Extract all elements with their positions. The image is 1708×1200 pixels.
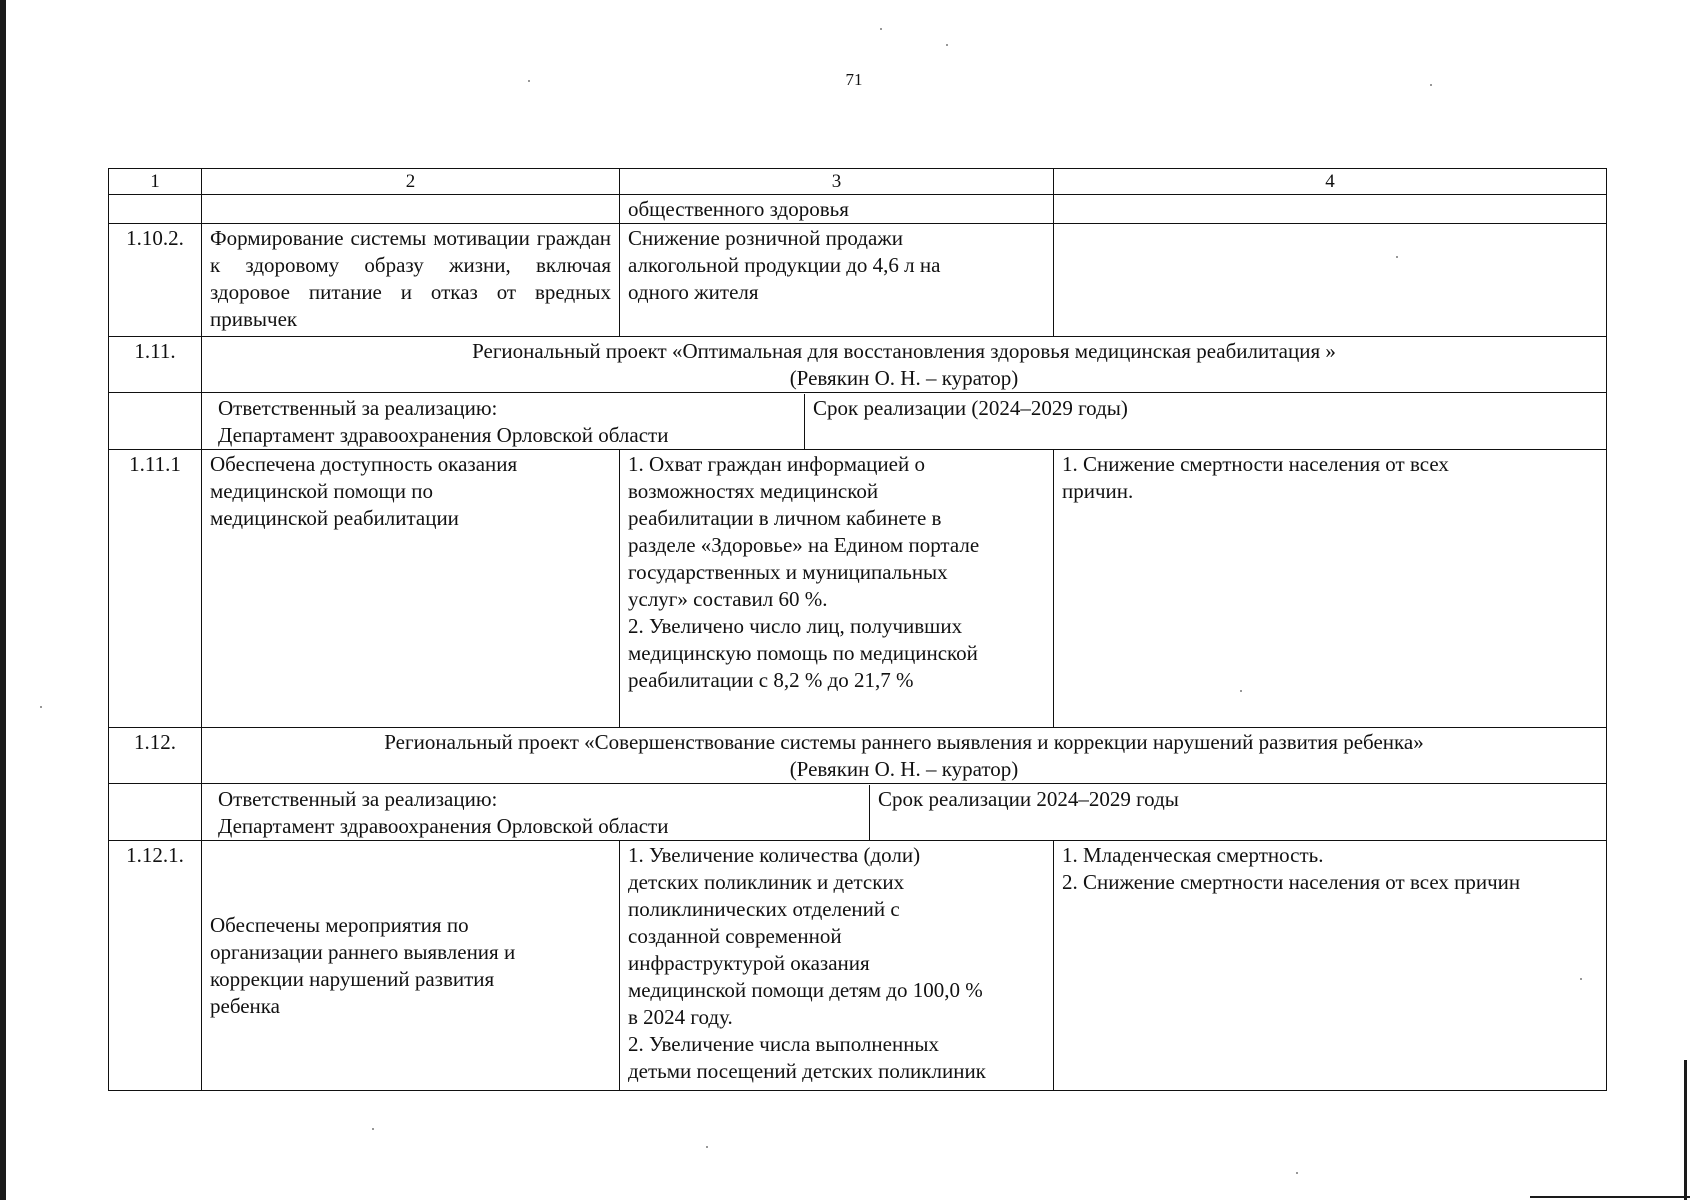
result-line: 1. Охват граждан информацией о: [628, 452, 925, 476]
project-heading-cell: [202, 728, 1607, 784]
result-line: алкогольной продукции до 4,6 л на: [628, 253, 941, 277]
row-number: 1.11.1: [109, 450, 202, 728]
measures-table: [108, 168, 1607, 1091]
empty-num-cell: [109, 393, 202, 450]
result-cell: [620, 841, 1054, 1091]
indicator-line: 1. Снижение смертности населения от всех: [1062, 452, 1449, 476]
responsible-label: Ответственный за реализацию:: [218, 396, 498, 420]
project-title: Региональный проект «Совершенствование системы раннего выявления и коррекции нарушений развития ребенка»: [384, 730, 1424, 754]
table-row: [109, 450, 1607, 728]
result-line: 1. Увеличение количества (доли): [628, 843, 921, 867]
column-header-1: 1: [109, 169, 202, 195]
project-row: [109, 728, 1607, 784]
table-row: [109, 224, 1607, 337]
result-line: 2. Увеличение числа выполненных: [628, 1032, 940, 1056]
continuation-result-cell: общественного здоровья: [620, 195, 1054, 224]
scan-edge-right: [1684, 1060, 1687, 1200]
scan-speck: [946, 44, 948, 46]
project-meta-cell: [202, 784, 1607, 841]
continuation-task-cell: [202, 195, 620, 224]
result-line: созданной современной: [628, 924, 842, 948]
result-line: инфраструктурой оказания: [628, 951, 870, 975]
task-line: коррекции нарушений развития: [210, 967, 495, 991]
result-line: в 2024 году.: [628, 1005, 733, 1029]
project-heading-cell: [202, 337, 1607, 393]
header-row: [109, 169, 1607, 195]
result-line: детьми посещений детских поликлиник: [628, 1059, 986, 1083]
empty-num-cell: [109, 784, 202, 841]
result-cell: [620, 450, 1054, 728]
project-meta-row: [109, 784, 1607, 841]
responsible-label: Ответственный за реализацию:: [218, 787, 498, 811]
responsible-org: Департамент здравоохранения Орловской области: [218, 423, 669, 447]
result-line: детских поликлиник и детских: [628, 870, 905, 894]
project-title: Региональный проект «Оптимальная для восстановления здоровья медицинская реабилитация »: [472, 339, 1336, 363]
responsible-org: Департамент здравоохранения Орловской области: [218, 814, 669, 838]
result-line: разделе «Здоровье» на Едином портале: [628, 533, 980, 557]
result-line: государственных и муниципальных: [628, 560, 948, 584]
task-line: медицинской реабилитации: [210, 506, 459, 530]
row-number: 1.12.1.: [109, 841, 202, 1091]
result-line: Снижение розничной продажи: [628, 226, 904, 250]
term-block: [870, 785, 1598, 840]
page-number: 71: [845, 70, 863, 89]
project-curator: (Ревякин О. Н. – куратор): [789, 757, 1019, 781]
scan-speck: [40, 706, 42, 708]
result-line: медицинскую помощь по медицинской: [628, 641, 978, 665]
indicator-cell: [1054, 224, 1607, 337]
project-curator: (Ревякин О. Н. – куратор): [789, 366, 1019, 390]
task-line: ребенка: [210, 994, 280, 1018]
indicator-line: 2. Снижение смертности населения от всех причин: [1062, 870, 1521, 894]
table-row: [109, 841, 1607, 1091]
project-row: [109, 337, 1607, 393]
result-line: возможностях медицинской: [628, 479, 879, 503]
row-number: 1.11.: [109, 337, 202, 393]
result-line: реабилитации с 8,2 % до 21,7 %: [628, 668, 914, 692]
responsible-block: [210, 394, 805, 449]
column-header-2: 2: [202, 169, 620, 195]
implementation-term: Срок реализации (2024–2029 годы): [813, 396, 1128, 420]
task-line: Обеспечены мероприятия по: [210, 913, 469, 937]
scan-edge-bottom: [1530, 1196, 1690, 1198]
task-cell: [202, 450, 620, 728]
project-meta-row: [109, 393, 1607, 450]
continuation-indicator-cell: [1054, 195, 1607, 224]
indicator-line: 1. Младенческая смертность.: [1062, 843, 1324, 867]
implementation-term: Срок реализации 2024–2029 годы: [878, 787, 1179, 811]
result-cell: [620, 224, 1054, 337]
result-line: медицинской помощи детям до 100,0 %: [628, 978, 983, 1002]
scan-speck: [372, 1128, 374, 1130]
column-header-3: 3: [620, 169, 1054, 195]
task-line: Обеспечена доступность оказания: [210, 452, 518, 476]
scan-speck: [706, 1146, 708, 1148]
task-line: медицинской помощи по: [210, 479, 433, 503]
scan-speck: [1296, 1172, 1298, 1174]
row-number: 1.10.2.: [109, 224, 202, 337]
result-line: одного жителя: [628, 280, 759, 304]
row-number: 1.12.: [109, 728, 202, 784]
project-meta-cell: [202, 393, 1607, 450]
indicator-cell: [1054, 450, 1607, 728]
task-cell: Формирование системы мотивации граждан к здоровому образу жизни, включая здоровое питание и отказ от вредных привычек: [202, 224, 620, 337]
task-cell: [202, 841, 620, 1091]
indicator-line: причин.: [1062, 479, 1134, 503]
result-line: поликлинических отделений с: [628, 897, 900, 921]
scan-edge-left: [0, 0, 6, 1200]
indicator-cell: [1054, 841, 1607, 1091]
continuation-num-cell: [109, 195, 202, 224]
result-line: услуг» составил 60 %.: [628, 587, 828, 611]
result-line: реабилитации в личном кабинете в: [628, 506, 942, 530]
result-line: 2. Увеличено число лиц, получивших: [628, 614, 963, 638]
scan-speck: [880, 28, 882, 30]
column-header-4: 4: [1054, 169, 1607, 195]
term-block: [805, 394, 1598, 449]
continuation-row: [109, 195, 1607, 224]
task-line: организации раннего выявления и: [210, 940, 516, 964]
responsible-block: [210, 785, 870, 840]
